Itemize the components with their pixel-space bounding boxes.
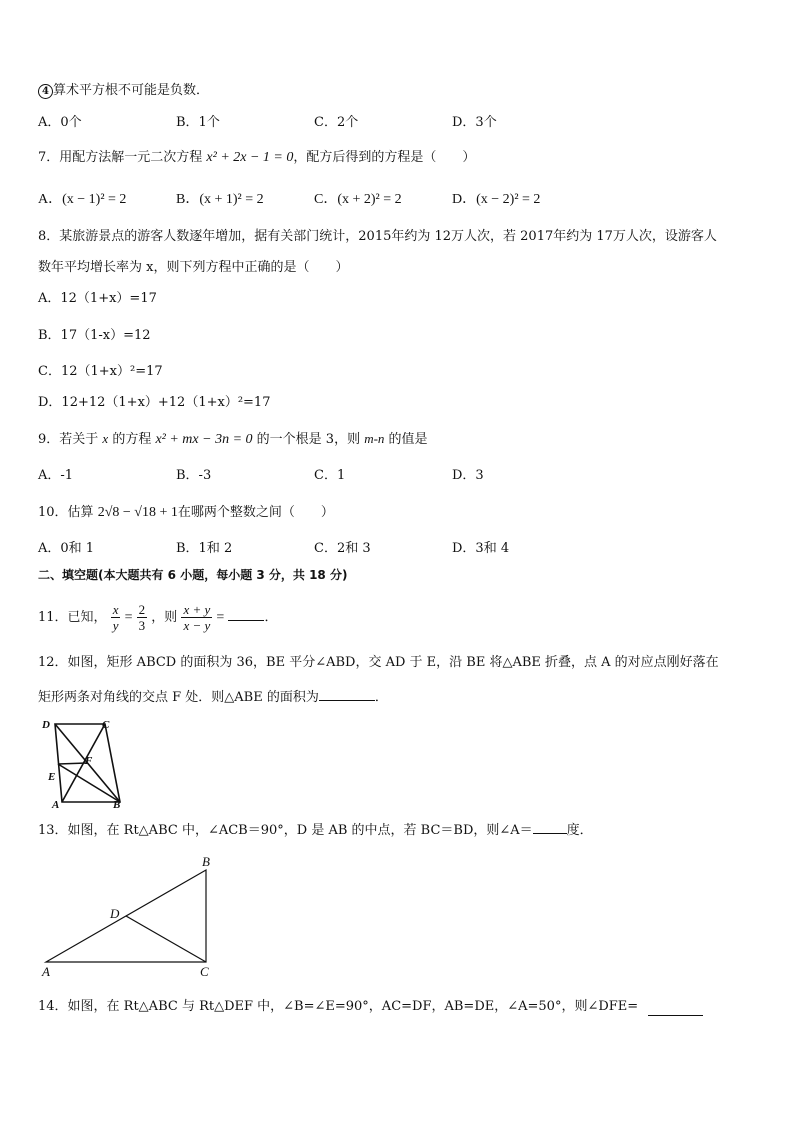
q11-end: ．: [264, 610, 278, 625]
segment-ef: [58, 763, 87, 764]
circled-number-marker: 4: [38, 84, 53, 99]
q9-variable: x: [102, 431, 109, 446]
q8-line-2: 数年平均增长率为 x，则下列方程中正确的是（ ）: [38, 260, 349, 275]
q7-prefix: 7．用配方法解一元二次方程: [38, 150, 207, 165]
q10-option-d: D．3和 4: [452, 541, 510, 556]
question-13: [38, 821, 593, 840]
question-11: 11．已知， $\frac{x}{y}$ = $\frac{2}{3}$ ，则 $\frac{x + y}{x - y}$ = ．: [38, 602, 278, 633]
q12-answer-blank[interactable]: [319, 688, 375, 701]
q11-answer-blank[interactable]: [228, 608, 264, 621]
q12-line-1: 12．如图，矩形 ABCD 的面积为 36，BE 平分∠ABD，交 AD 于 E，沿 BE 将△ABE 折叠，点 A 的对应点刚好落在: [38, 655, 719, 670]
q9-expression: m-n: [364, 431, 385, 446]
q12-rectangle-figure: [38, 716, 128, 812]
question-10: [38, 504, 334, 522]
label-b: B: [113, 799, 121, 811]
q11-equals: =: [124, 610, 133, 625]
q13-triangle-figure: [34, 852, 224, 982]
q9-option-c: C．1: [314, 468, 346, 483]
q9-prefix: 9．若关于: [38, 432, 103, 447]
section-2-heading: 二、填空题(本大题共有 6 小题，每小题 3 分，共 18 分): [38, 568, 348, 582]
q7-suffix: ，配方后得到的方程是（ ）: [293, 150, 476, 165]
segment-dc: [126, 916, 206, 962]
q12-line-2-text: 矩形两条对角线的交点 F 处．则△ABE 的面积为: [38, 690, 319, 705]
q7-option-d: D．(x − 2)² = 2: [452, 192, 541, 207]
q7-option-c: C．(x + 2)² = 2: [314, 192, 402, 207]
q7-equation: x² + 2x − 1 = 0: [206, 150, 294, 165]
q12-end: ．: [374, 690, 388, 705]
q8-option-d: D．12+12（1+x）+12（1+x）²=17: [38, 395, 271, 410]
q9-option-a: A．-1: [38, 468, 74, 483]
q9-option-d: D．3: [452, 468, 484, 483]
label-d: D: [110, 906, 120, 921]
label-c: C: [102, 719, 110, 731]
q13-answer-blank[interactable]: [533, 821, 567, 834]
q13-end: 度．: [566, 823, 593, 838]
q9-suffix-2: 的值是: [384, 432, 428, 447]
q9-equation: x² + mx − 3n = 0: [155, 432, 253, 447]
q11-fraction-x-over-y: $\frac{x}{y}$: [112, 602, 119, 633]
q14-answer-blank[interactable]: [648, 1003, 703, 1016]
q13-text: 13．如图，在 Rt△ABC 中，∠ACB＝90°，D 是 AB 的中点，若 BC＝BD，则∠A＝: [38, 823, 533, 838]
q7-option-a: A．(x − 1)² = 2: [38, 192, 127, 207]
label-c: C: [200, 964, 209, 979]
q14-text: 14．如图，在 Rt△ABC 与 Rt△DEF 中，∠B=∠E=90°，AC=DF，AB=DE，∠A=50°，则∠DFE=: [38, 999, 639, 1014]
q8-option-b: B．17（1-x）=12: [38, 328, 151, 343]
q11-mid: ，则: [151, 610, 178, 625]
q6-option-d: D．3个: [452, 115, 497, 130]
q10-option-a: A．0和 1: [38, 541, 95, 556]
q10-expression: 2√8 − √18 + 1: [97, 505, 178, 520]
q10-option-c: C．2和 3: [314, 541, 371, 556]
label-d: D: [42, 719, 50, 731]
q8-option-c: C．12（1+x）²=17: [38, 364, 163, 379]
q11-fraction-sum-over-difference: $\frac{x + y}{x - y}$: [183, 602, 211, 633]
q8-line-1: 8．某旅游景点的游客人数逐年增加，据有关部门统计，2015年约为 12万人次，若 2017年约为 17万人次，设游客人: [38, 229, 717, 244]
label-b: B: [202, 854, 210, 869]
q7-option-b: B．(x + 1)² = 2: [176, 192, 264, 207]
question-9: [38, 430, 428, 449]
label-a: A: [42, 964, 50, 979]
label-e: E: [48, 771, 56, 783]
q8-option-a: A．12（1+x）=17: [38, 291, 157, 306]
q12-line-2: [38, 688, 388, 707]
statement-4-text: 算术平方根不可能是负数．: [53, 83, 210, 98]
question-7: [38, 149, 475, 167]
q10-option-b: B．1和 2: [176, 541, 233, 556]
question-14: [38, 998, 638, 1016]
statement-4: [38, 82, 209, 100]
q11-prefix: 11．已知，: [38, 610, 107, 625]
q10-suffix: 在哪两个整数之间（ ）: [177, 505, 334, 520]
label-a: A: [52, 799, 60, 811]
label-f: F: [85, 755, 93, 767]
q9-option-b: B．-3: [176, 468, 212, 483]
q10-prefix: 10．估算: [38, 505, 98, 520]
q9-mid: 的方程: [108, 432, 156, 447]
q6-option-a: A．0个: [38, 115, 82, 130]
segment-be: [58, 764, 120, 802]
q6-option-c: C．2个: [314, 115, 359, 130]
q6-option-b: B．1个: [176, 115, 220, 130]
q9-suffix-1: 的一个根是 3，则: [252, 432, 365, 447]
q11-fraction-two-thirds: $\frac{2}{3}$: [138, 602, 146, 633]
